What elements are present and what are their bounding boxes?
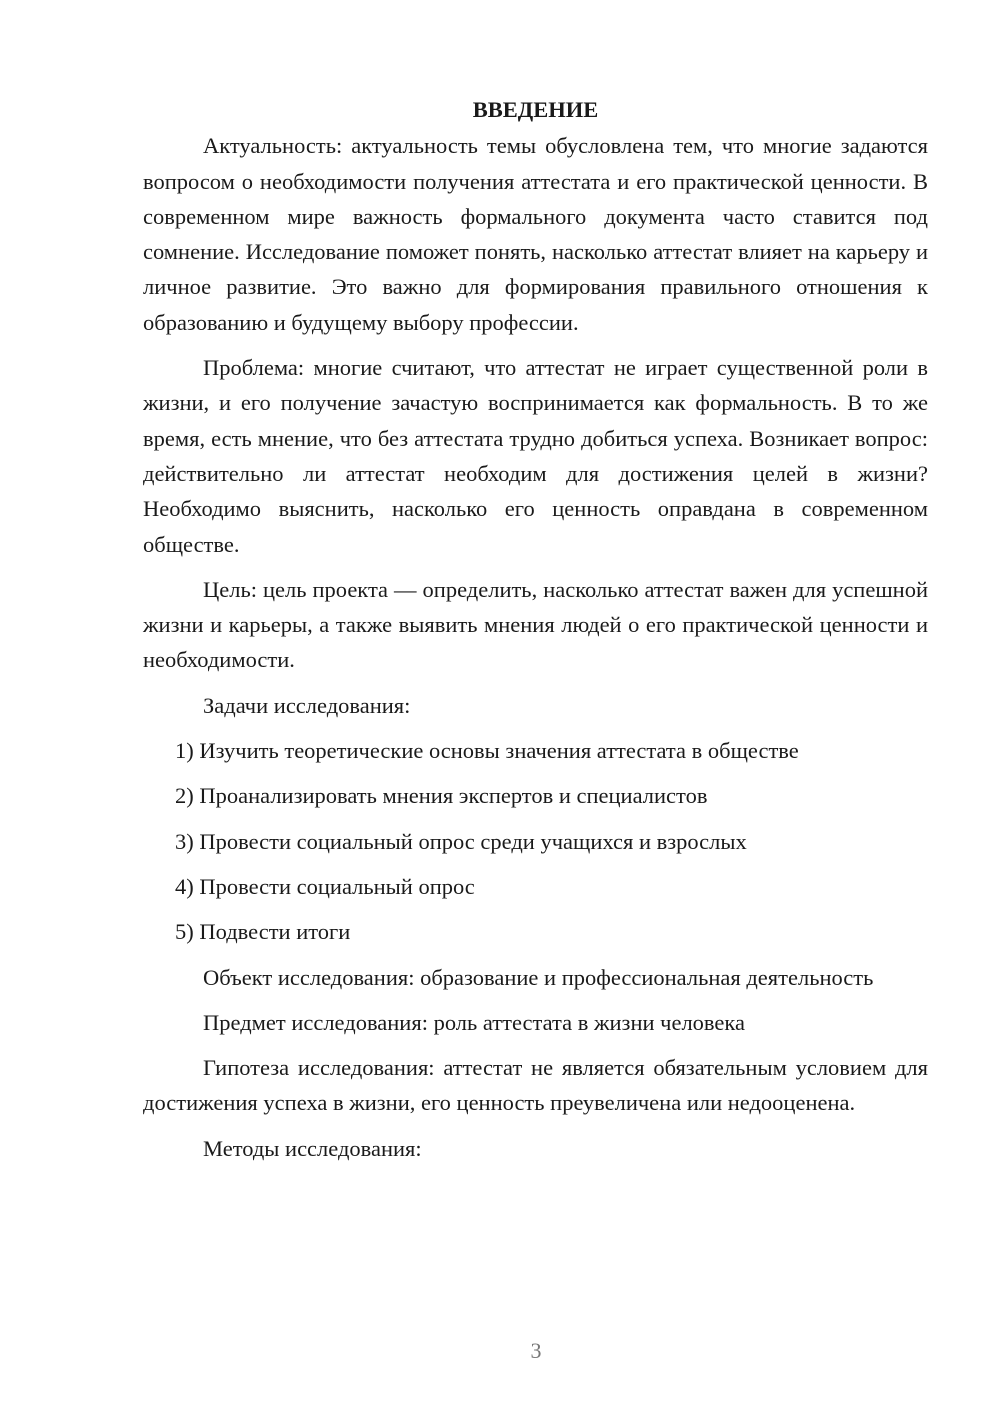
page-content — [143, 92, 928, 1176]
object-paragraph: Объект исследования: образование и профессиональная деятельность — [203, 964, 874, 990]
page-number: 3 — [530, 1338, 542, 1363]
relevance-paragraph: Актуальность: актуальность темы обусловлена тем, что многие задаются вопросом о необходимости получения аттестата и его практической ценности. В современном мире важность формального документа часто ставится под сомнение. Исследование поможет понять, насколько аттестат влияет на карьеру и личное развитие. Это важно для формирования правильного отношения к образованию и будущему выбору профессии. — [143, 133, 928, 335]
list-item: 3) Провести социальный опрос среди учащихся и взрослых — [175, 828, 747, 854]
goal-paragraph: Цель: цель проекта — определить, насколько аттестат важен для успешной жизни и карьеры, а также выявить мнения людей о его практической ценности и необходимости. — [143, 576, 928, 673]
problem-paragraph: Проблема: многие считают, что аттестат не играет существенной роли в жизни, и его получение зачастую воспринимается как формальность. В то же время, есть мнение, что без аттестата трудно добиться успеха. Возникает вопрос: действительно ли аттестат необходим для достижения целей в жизни? Необходимо выяснить, насколько его ценность оправдана в современном обществе. — [143, 355, 928, 557]
methods-heading: Методы исследования: — [203, 1135, 422, 1161]
list-item: 1) Изучить теоретические основы значения аттестата в обществе — [175, 738, 799, 764]
list-item: 2) Проанализировать мнения экспертов и специалистов — [175, 783, 708, 809]
subject-paragraph: Предмет исследования: роль аттестата в жизни человека — [203, 1009, 745, 1035]
list-item: 5) Подвести итоги — [175, 919, 351, 945]
tasks-list — [143, 733, 928, 949]
tasks-heading: Задачи исследования: — [203, 692, 411, 718]
list-item: 4) Провести социальный опрос — [175, 873, 475, 899]
section-title: ВВЕДЕНИЕ — [472, 97, 599, 122]
hypothesis-paragraph: Гипотеза исследования: аттестат не является обязательным условием для достижения успеха в жизни, его ценность преувеличена или недооценена. — [143, 1055, 928, 1116]
